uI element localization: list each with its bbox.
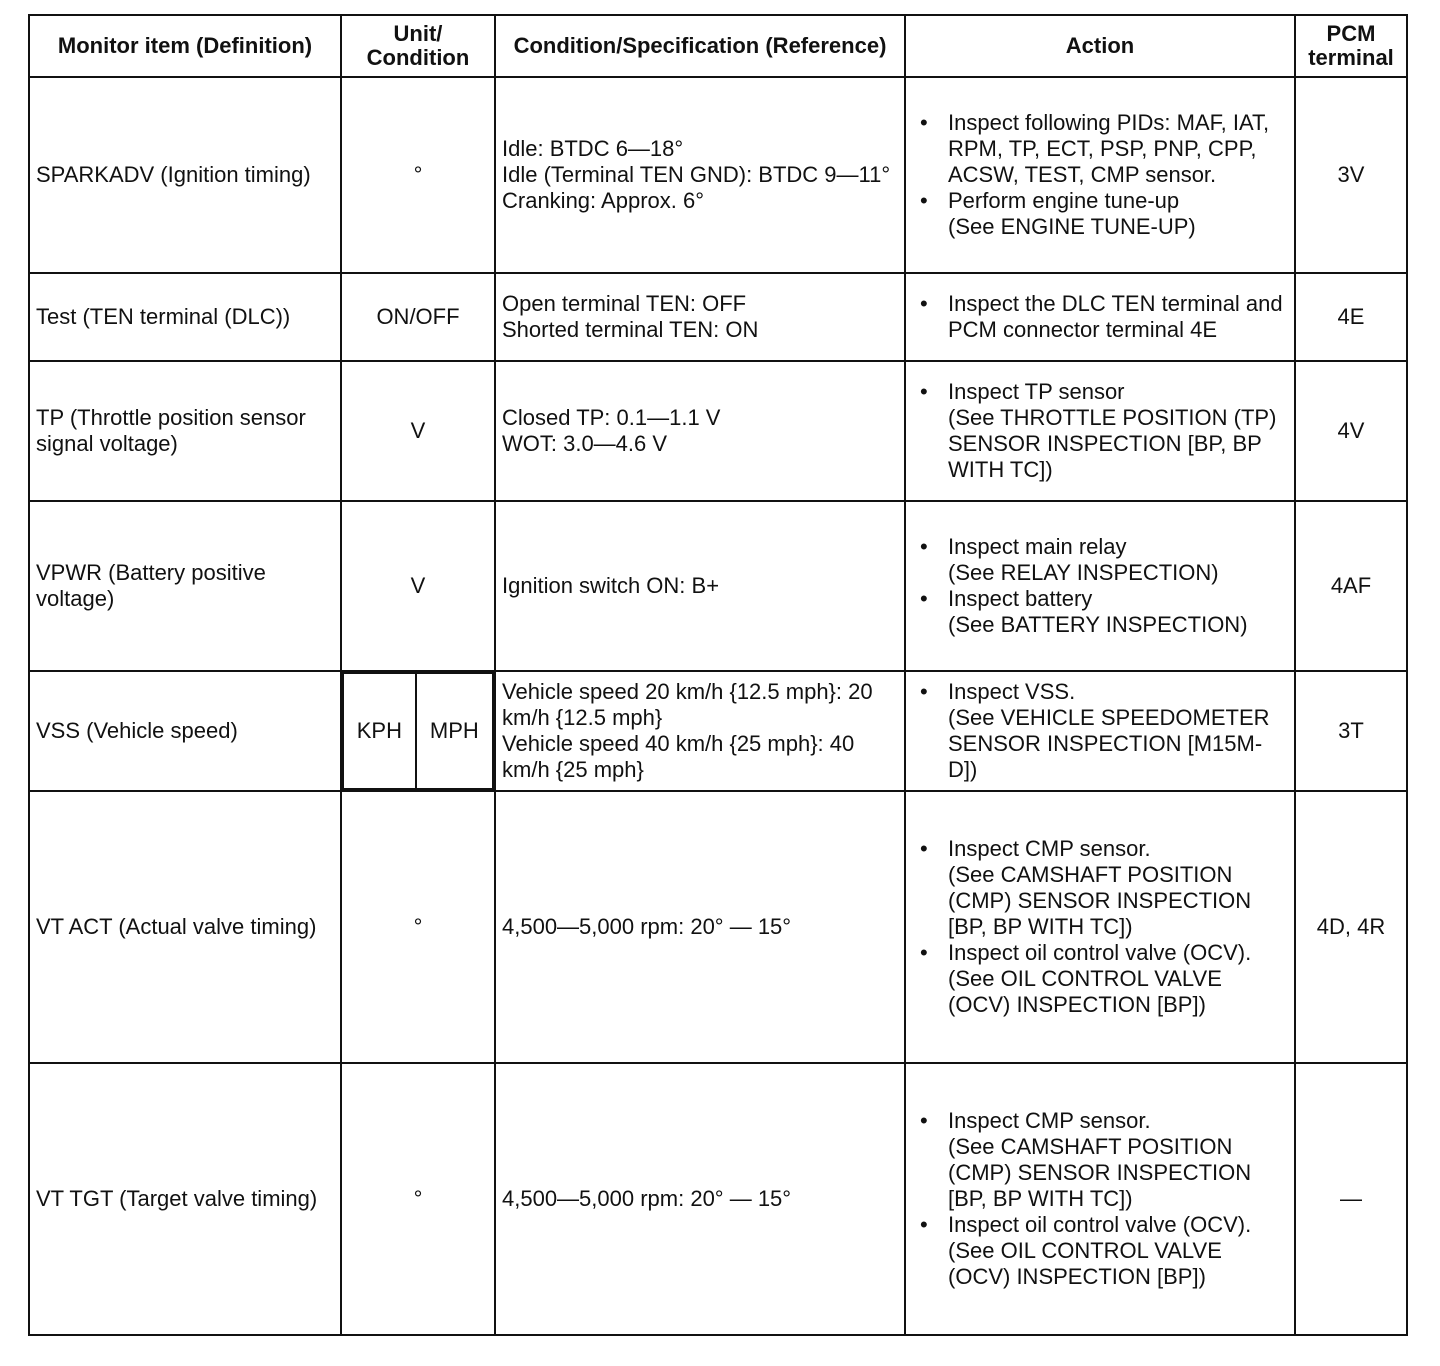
action-reference: (See THROTTLE POSITION (TP) SENSOR INSPECTION [BP, BP WITH TC]): [948, 405, 1277, 482]
action-bullet: [912, 679, 1288, 783]
action-reference: (See RELAY INSPECTION): [948, 560, 1219, 585]
header-pcm-terminal: PCM terminal: [1295, 15, 1407, 77]
unit-cell: °: [341, 77, 495, 273]
table-row: [29, 273, 1407, 361]
unit-kph: KPH: [343, 673, 416, 789]
header-monitor-item: Monitor item (Definition): [29, 15, 341, 77]
condition-cell: [495, 501, 905, 671]
header-condition: Condition/Specification (Reference): [495, 15, 905, 77]
table-row: [29, 1063, 1407, 1335]
condition-line: Shorted terminal TEN: ON: [502, 317, 759, 342]
table-row: [29, 791, 1407, 1063]
action-bullet: [912, 110, 1288, 188]
action-bullet: [912, 1108, 1288, 1212]
monitor-item-cell: Test (TEN terminal (DLC)): [29, 273, 341, 361]
condition-line: Vehicle speed 40 km/h {25 mph}: 40 km/h {25 mph}: [502, 731, 855, 782]
condition-cell: [495, 1063, 905, 1335]
action-bullet: [912, 586, 1288, 638]
action-bullet: [912, 379, 1288, 483]
monitor-item-table: [28, 14, 1408, 1336]
action-bullet: [912, 836, 1288, 940]
monitor-item-cell: VPWR (Battery positive voltage): [29, 501, 341, 671]
pcm-terminal-cell: 3T: [1295, 671, 1407, 791]
condition-line: Cranking: Approx. 6°: [502, 188, 705, 213]
action-cell: [905, 273, 1295, 361]
action-text: • Inspect CMP sensor.: [948, 836, 1151, 861]
monitor-item-cell: SPARKADV (Ignition timing): [29, 77, 341, 273]
action-reference: (See ENGINE TUNE-UP): [948, 214, 1196, 239]
pcm-terminal-cell: —: [1295, 1063, 1407, 1335]
action-text: • Inspect the DLC TEN terminal and PCM connector terminal 4E: [948, 291, 1283, 342]
action-text: • Inspect main relay: [948, 534, 1127, 559]
table-row: [29, 77, 1407, 273]
pcm-terminal-cell: 4E: [1295, 273, 1407, 361]
action-reference: (See BATTERY INSPECTION): [948, 612, 1248, 637]
action-bullet: [912, 940, 1288, 1018]
action-text: • Inspect CMP sensor.: [948, 1108, 1151, 1133]
unit-cell: [341, 671, 495, 791]
action-text: • Inspect battery: [948, 586, 1093, 611]
pcm-terminal-cell: 4AF: [1295, 501, 1407, 671]
unit-cell: °: [341, 1063, 495, 1335]
action-reference: (See OIL CONTROL VALVE (OCV) INSPECTION [BP]): [948, 966, 1222, 1017]
monitor-item-cell: TP (Throttle position sensor signal voltage): [29, 361, 341, 501]
monitor-item-cell: VT ACT (Actual valve timing): [29, 791, 341, 1063]
pcm-terminal-cell: 4V: [1295, 361, 1407, 501]
condition-cell: [495, 273, 905, 361]
action-reference: (See CAMSHAFT POSITION (CMP) SENSOR INSPECTION [BP, BP WITH TC]): [948, 862, 1252, 939]
unit-cell: °: [341, 791, 495, 1063]
monitor-item-cell: VT TGT (Target valve timing): [29, 1063, 341, 1335]
condition-line: Ignition switch ON: B+: [502, 573, 720, 598]
condition-cell: [495, 791, 905, 1063]
action-reference: (See OIL CONTROL VALVE (OCV) INSPECTION [BP]): [948, 1238, 1222, 1289]
table-row: [29, 361, 1407, 501]
action-cell: [905, 77, 1295, 273]
condition-line: 4,500—5,000 rpm: 20° — 15°: [502, 1186, 792, 1211]
action-reference: (See CAMSHAFT POSITION (CMP) SENSOR INSPECTION [BP, BP WITH TC]): [948, 1134, 1252, 1211]
action-text: • Inspect TP sensor: [948, 379, 1125, 404]
unit-split: [342, 672, 494, 790]
action-cell: [905, 501, 1295, 671]
header-action: Action: [905, 15, 1295, 77]
condition-line: Idle: BTDC 6—18°: [502, 136, 684, 161]
condition-line: Open terminal TEN: OFF: [502, 291, 747, 316]
action-bullet: [912, 291, 1288, 343]
action-cell: [905, 671, 1295, 791]
unit-cell: ON/OFF: [341, 273, 495, 361]
action-text: • Inspect oil control valve (OCV).: [948, 940, 1252, 965]
action-cell: [905, 791, 1295, 1063]
pcm-terminal-cell: 3V: [1295, 77, 1407, 273]
action-text: • Inspect following PIDs: MAF, IAT, RPM, TP, ECT, PSP, PNP, CPP, ACSW, TEST, CMP sensor.: [948, 110, 1270, 187]
action-text: • Perform engine tune-up: [948, 188, 1180, 213]
action-bullet: [912, 534, 1288, 586]
header-unit: Unit/ Condition: [341, 15, 495, 77]
table-row: [29, 671, 1407, 791]
condition-line: 4,500—5,000 rpm: 20° — 15°: [502, 914, 792, 939]
pcm-terminal-cell: 4D, 4R: [1295, 791, 1407, 1063]
unit-cell: V: [341, 501, 495, 671]
unit-cell: V: [341, 361, 495, 501]
action-cell: [905, 361, 1295, 501]
condition-cell: [495, 77, 905, 273]
table-row: [29, 501, 1407, 671]
condition-line: Idle (Terminal TEN GND): BTDC 9—11°: [502, 162, 891, 187]
monitor-item-cell: VSS (Vehicle speed): [29, 671, 341, 791]
action-bullet: [912, 188, 1288, 240]
condition-cell: [495, 361, 905, 501]
condition-cell: [495, 671, 905, 791]
table-header-row: [29, 15, 1407, 77]
action-cell: [905, 1063, 1295, 1335]
action-text: • Inspect VSS.: [948, 679, 1076, 704]
unit-mph: MPH: [416, 673, 493, 789]
condition-line: WOT: 3.0—4.6 V: [502, 431, 668, 456]
condition-line: Closed TP: 0.1—1.1 V: [502, 405, 721, 430]
action-reference: (See VEHICLE SPEEDOMETER SENSOR INSPECTION [M15M-D]): [948, 705, 1270, 782]
action-text: • Inspect oil control valve (OCV).: [948, 1212, 1252, 1237]
condition-line: Vehicle speed 20 km/h {12.5 mph}: 20 km/h {12.5 mph}: [502, 679, 873, 730]
action-bullet: [912, 1212, 1288, 1290]
